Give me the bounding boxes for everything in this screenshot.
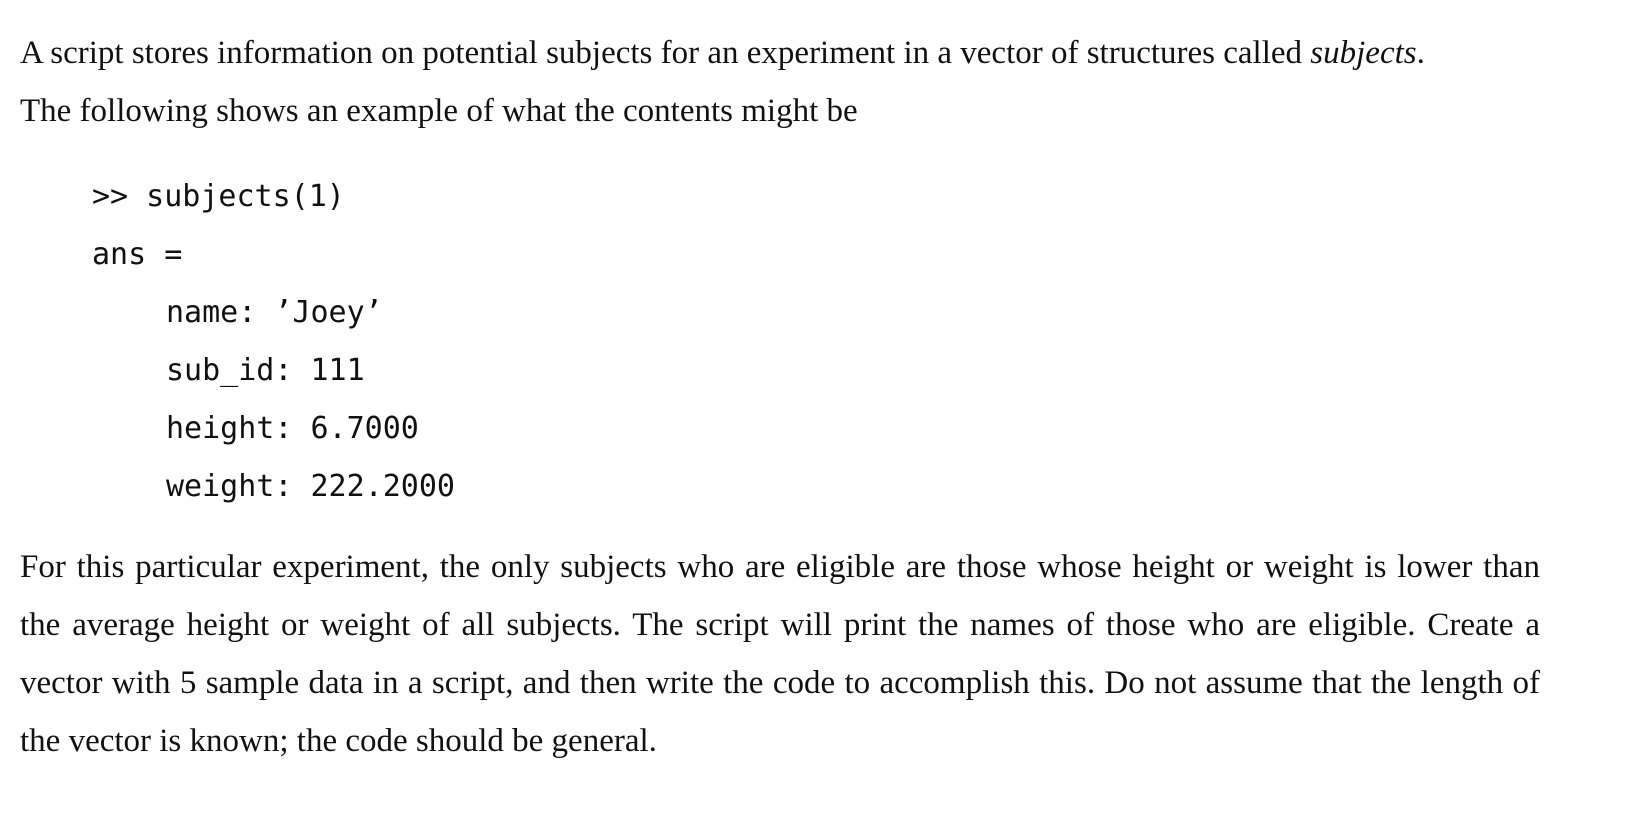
body-paragraph: For this particular experiment, the only subjects who are eligible are those whose height or weight is lower than the average height or weight of all subjects. The script will print the names of those who are eligible. Create a vector with 5 sample data in a script, and then write the code to accomplish this. Do not assume that the length of the vector is known; the code should be general. — [20, 549, 1540, 759]
intro-line1-text: A script stores information on potential subjects for an experiment in a vector of structures called — [20, 35, 1311, 71]
code-ans-line: ans = — [92, 237, 183, 272]
code-field-name: name: ’Joey’ — [166, 295, 383, 330]
document-page — [20, 24, 1540, 770]
intro-italic-term: subjects — [1310, 35, 1417, 71]
intro-line1-end: . — [1416, 35, 1425, 71]
intro-line2-text: The following shows an example of what the contents might be — [20, 93, 858, 129]
code-prompt-line: >> subjects(1) — [92, 179, 345, 214]
code-field-sub-id: sub_id: 111 — [166, 353, 365, 388]
code-field-weight: weight: 222.2000 — [166, 469, 455, 504]
code-field-height: height: 6.7000 — [166, 411, 419, 446]
intro-paragraph — [20, 24, 1540, 140]
code-block — [20, 168, 1540, 516]
